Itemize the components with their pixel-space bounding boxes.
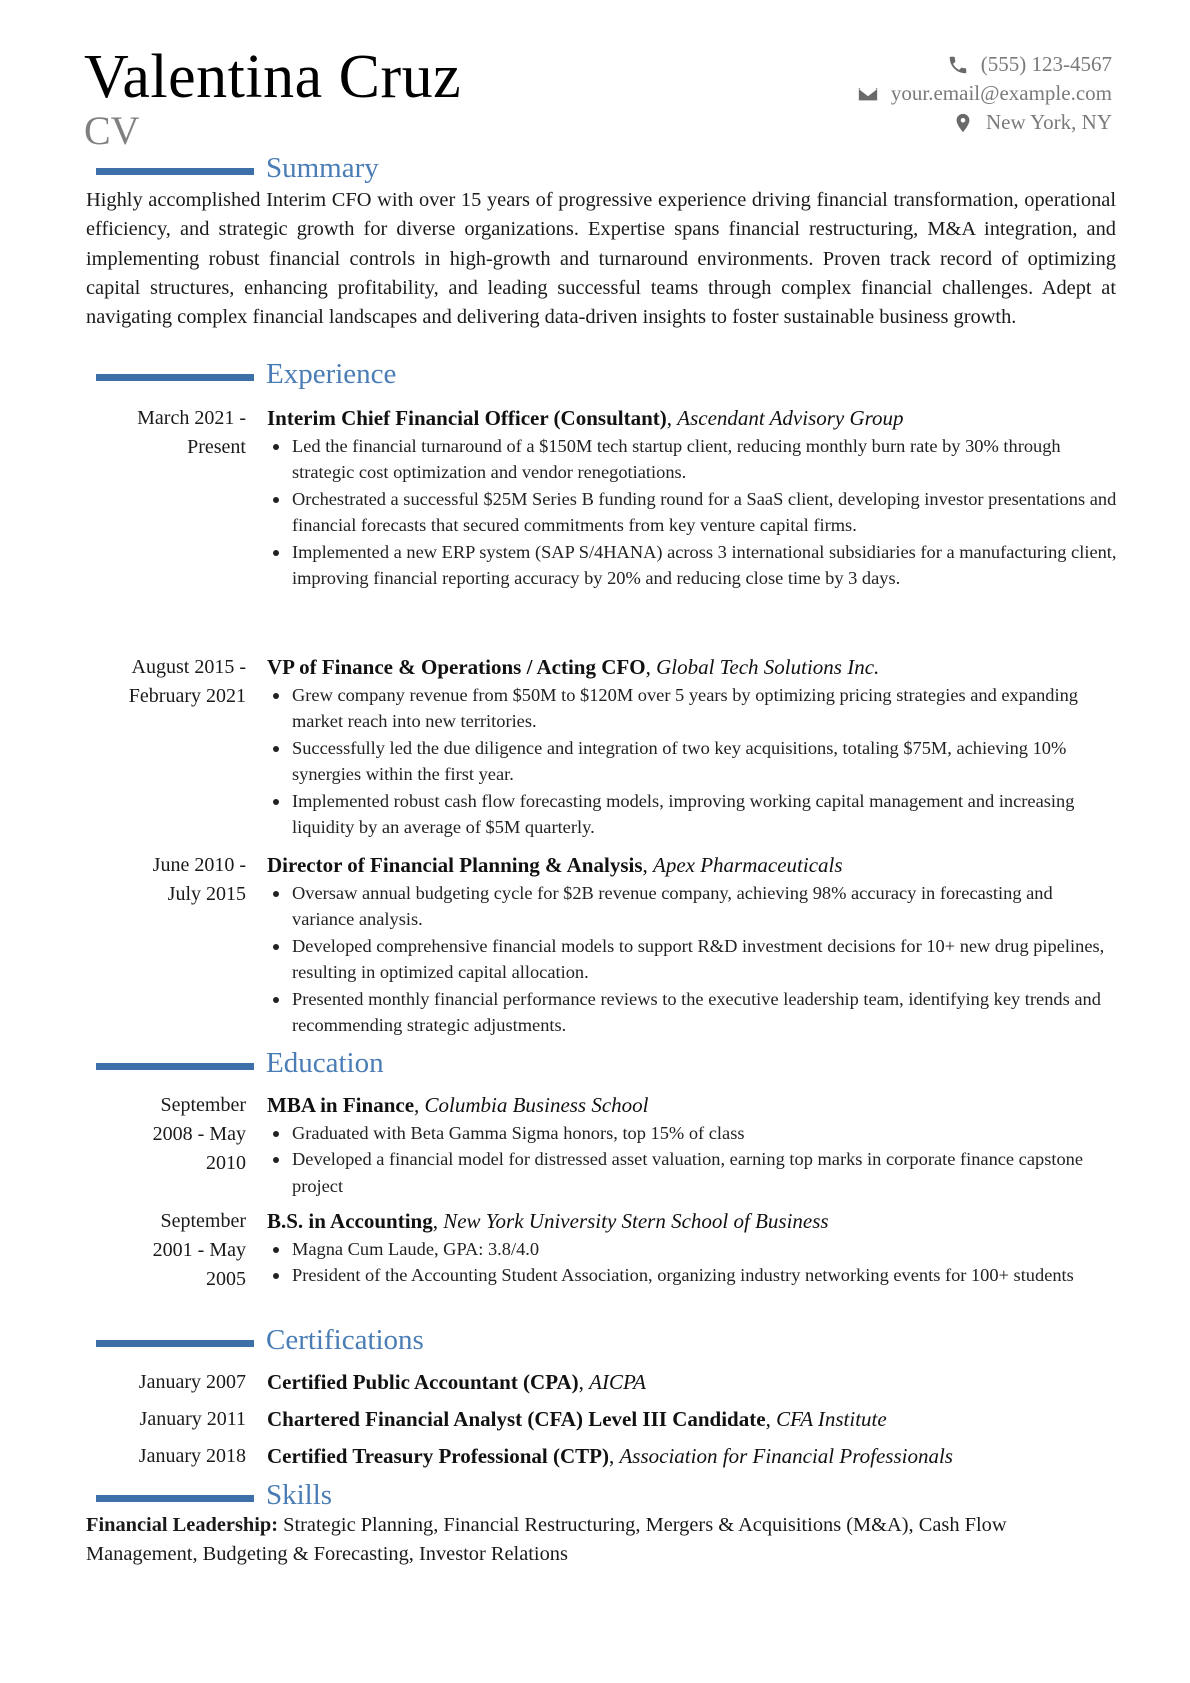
bullet-item: Oversaw annual budgeting cycle for $2B revenue company, achieving 98% accuracy in forecasting and variance analysis. xyxy=(267,880,1117,933)
job-title: Director of Financial Planning & Analysis xyxy=(267,853,643,877)
company-name: Apex Pharmaceuticals xyxy=(653,853,843,877)
contact-email xyxy=(857,79,1112,108)
section-accent-bar xyxy=(96,1495,254,1502)
degree-name: B.S. in Accounting xyxy=(267,1209,433,1233)
certification-issuer: CFA Institute xyxy=(776,1407,887,1431)
certification-entry xyxy=(86,1405,1126,1435)
company-name: Global Tech Solutions Inc. xyxy=(656,655,880,679)
bullet-item: Implemented robust cash flow forecasting models, improving working capital management and increasing liquidity by an average of $5M quarterly. xyxy=(267,788,1117,841)
contact-phone xyxy=(857,50,1112,79)
bullet-item: President of the Accounting Student Association, organizing industry networking events for 100+ students xyxy=(267,1262,1117,1288)
education-heading: MBA in Finance, Columbia Business School xyxy=(267,1093,649,1117)
certification-name: Certified Treasury Professional (CTP) xyxy=(267,1444,609,1468)
job-title: VP of Finance & Operations / Acting CFO xyxy=(267,655,646,679)
experience-heading: Director of Financial Planning & Analysis, Apex Pharmaceuticals xyxy=(267,853,843,877)
section-accent-bar xyxy=(96,374,254,381)
certification-issuer: AICPA xyxy=(589,1370,646,1394)
certification-date: January 2018 xyxy=(138,1445,246,1467)
experience-heading: Interim Chief Financial Officer (Consultant), Ascendant Advisory Group xyxy=(267,406,904,430)
location-text: New York, NY xyxy=(985,110,1112,134)
bullet-item: Implemented a new ERP system (SAP S/4HANA) across 3 international subsidiaries for a manufacturing client, improving financial reporting accuracy by 20% and reducing close time by 3 days. xyxy=(267,539,1117,592)
date-end: February 2021 xyxy=(128,685,246,707)
section-title-certifications: Certifications xyxy=(266,1324,424,1356)
section-header-education xyxy=(96,1047,1096,1084)
section-accent-bar xyxy=(96,168,254,175)
bullet-item: Orchestrated a successful $25M Series B funding round for a SaaS client, developing investor presentations and financial forecasts that secured commitments from key venture capital firms. xyxy=(267,486,1117,539)
certification-heading: Certified Treasury Professional (CTP), Association for Financial Professionals xyxy=(267,1444,953,1468)
bullet-item: Developed comprehensive financial models to support R&D investment decisions for 10+ new drug pipelines, resulting in optimized capital allocation. xyxy=(267,933,1117,986)
section-header-certifications xyxy=(96,1324,1096,1361)
skills-group xyxy=(86,1511,1116,1570)
education-bullets xyxy=(267,1120,1117,1199)
bullet-item: Developed a financial model for distressed asset valuation, earning top marks in corporate finance capstone project xyxy=(267,1146,1117,1199)
certification-date: January 2011 xyxy=(139,1408,246,1430)
section-accent-bar xyxy=(96,1340,254,1347)
certification-heading: Chartered Financial Analyst (CFA) Level III Candidate, CFA Institute xyxy=(267,1407,887,1431)
bullet-item: Magna Cum Laude, GPA: 3.8/4.0 xyxy=(267,1236,1117,1262)
contact-info xyxy=(857,50,1112,137)
certification-entry xyxy=(86,1368,1126,1398)
section-header-experience xyxy=(96,358,1096,395)
company-name: Ascendant Advisory Group xyxy=(677,406,904,430)
bullet-item: Led the financial turnaround of a $150M tech startup client, reducing monthly burn rate by 30% through strategic cost optimization and vendor renegotiations. xyxy=(267,433,1117,486)
experience-dates xyxy=(86,404,246,462)
date-start: March 2021 - xyxy=(137,407,246,429)
date-end: July 2015 xyxy=(167,883,246,905)
school-name: Columbia Business School xyxy=(424,1093,649,1117)
bullet-item: Grew company revenue from $50M to $120M over 5 years by optimizing pricing strategies and expanding market reach into new territories. xyxy=(267,682,1117,735)
school-name: New York University Stern School of Business xyxy=(443,1209,829,1233)
date-line: 2008 - May xyxy=(152,1123,246,1145)
section-title-experience: Experience xyxy=(266,358,397,390)
section-header-summary xyxy=(96,152,1096,189)
date-line: September xyxy=(160,1094,246,1116)
skills-category-label: Financial Leadership: xyxy=(86,1514,279,1536)
contact-location xyxy=(857,108,1112,137)
certification-name: Certified Public Accountant (CPA) xyxy=(267,1370,579,1394)
experience-bullets xyxy=(267,880,1117,1038)
education-dates xyxy=(86,1091,246,1178)
experience-heading: VP of Finance & Operations / Acting CFO, Global Tech Solutions Inc. xyxy=(267,655,880,679)
certification-issuer: Association for Financial Professionals xyxy=(619,1444,953,1468)
phone-text[interactable]: (555) 123-4567 xyxy=(980,52,1112,76)
certification-name: Chartered Financial Analyst (CFA) Level III Candidate xyxy=(267,1407,766,1431)
section-title-education: Education xyxy=(266,1047,384,1079)
bullet-item: Graduated with Beta Gamma Sigma honors, top 15% of class xyxy=(267,1120,1117,1146)
education-dates xyxy=(86,1207,246,1294)
date-end: Present xyxy=(187,436,246,458)
date-line: 2001 - May xyxy=(152,1239,246,1261)
experience-bullets xyxy=(267,682,1117,840)
section-accent-bar xyxy=(96,1063,254,1070)
job-title: Interim Chief Financial Officer (Consultant) xyxy=(267,406,667,430)
certification-heading: Certified Public Accountant (CPA), AICPA xyxy=(267,1370,646,1394)
date-line: 2005 xyxy=(206,1268,246,1290)
experience-dates xyxy=(86,653,246,711)
summary-text: Highly accomplished Interim CFO with over 15 years of progressive experience driving financial transformation, operational efficiency, and strategic growth for diverse organizations. Expertise spans financial restructuring, M&A integration, and implementing robust financial controls in high-growth and turnaround environments. Proven track record of optimizing capital structures, enhancing profitability, and leading successful teams through complex financial challenges. Adept at navigating complex financial landscapes and delivering data-driven insights to foster sustainable business growth. xyxy=(86,189,1116,329)
bullet-item: Successfully led the due diligence and integration of two key acquisitions, totaling $75M, achieving 10% synergies within the first year. xyxy=(267,735,1117,788)
person-name: Valentina Cruz xyxy=(84,43,462,111)
email-link[interactable]: your.email@example.com xyxy=(890,81,1112,105)
envelope-icon xyxy=(857,83,879,105)
education-bullets xyxy=(267,1236,1117,1289)
date-start: August 2015 - xyxy=(131,656,246,678)
document-subtitle: CV xyxy=(84,108,140,153)
certification-date: January 2007 xyxy=(138,1371,246,1393)
section-title-skills: Skills xyxy=(266,1479,333,1511)
map-pin-icon xyxy=(952,112,974,134)
phone-icon xyxy=(947,54,969,76)
skills-list: Strategic Planning, Financial Restructuring, Mergers & Acquisitions (M&A), Cash Flow Management, Budgeting & Forecasting, Investor Relations xyxy=(86,1514,1007,1566)
section-title-summary: Summary xyxy=(266,152,379,184)
degree-name: MBA in Finance xyxy=(267,1093,415,1117)
date-line: 2010 xyxy=(206,1152,246,1174)
date-line: September xyxy=(160,1210,246,1232)
certification-entry xyxy=(86,1442,1126,1472)
date-start: June 2010 - xyxy=(152,854,246,876)
experience-dates xyxy=(86,851,246,909)
experience-bullets xyxy=(267,433,1117,591)
education-heading: B.S. in Accounting, New York University Stern School of Business xyxy=(267,1209,829,1233)
bullet-item: Presented monthly financial performance reviews to the executive leadership team, identifying key trends and recommending strategic adjustments. xyxy=(267,986,1117,1039)
